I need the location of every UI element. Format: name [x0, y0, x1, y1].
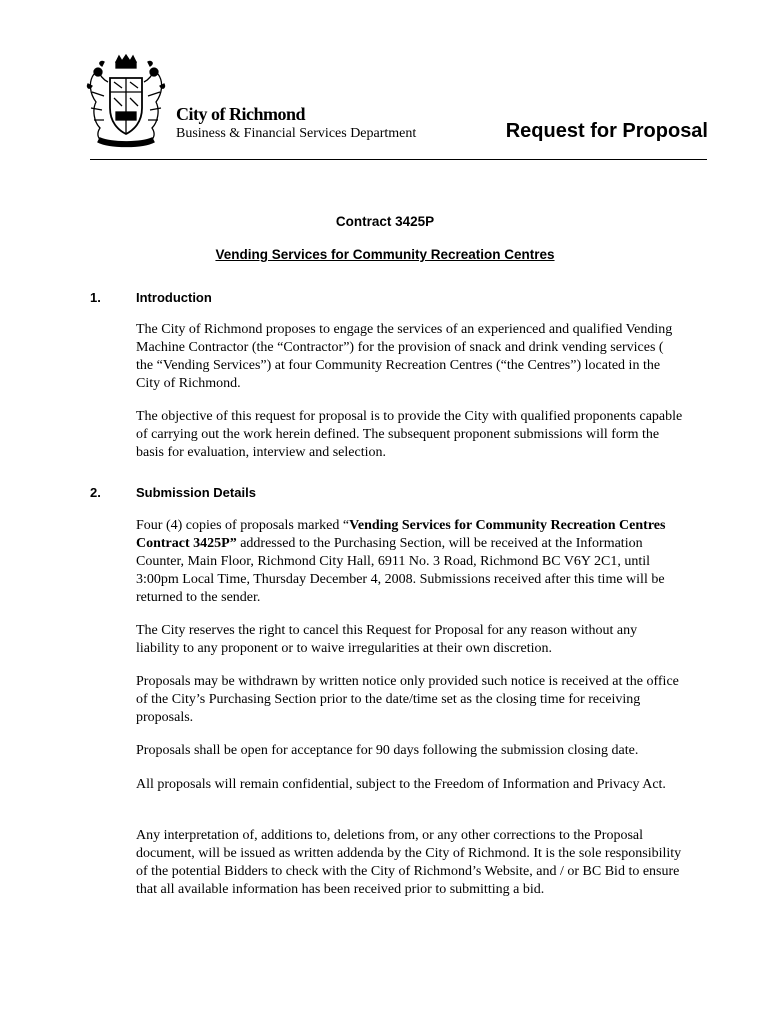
organization-name: City of Richmond	[176, 104, 306, 124]
paragraph-text: All proposals will remain confidential, subject to the Freedom of Information and Privacy Act.	[136, 777, 666, 792]
paragraph-text: The City reserves the right to cancel this Request for Proposal for any reason without any liability to any proponent or to waive irregularities at their own discretion.	[136, 623, 638, 656]
city-of-richmond-crest-icon	[86, 52, 166, 150]
paragraph	[136, 517, 684, 607]
paragraph-lead: Four (4) copies of proposals marked “	[136, 518, 350, 533]
paragraph	[136, 321, 684, 393]
department-name: Business & Financial Services Department	[176, 126, 417, 141]
paragraph-text: Proposals shall be open for acceptance for 90 days following the submission closing date.	[136, 743, 639, 758]
paragraph	[136, 622, 684, 658]
paragraph-text: The City of Richmond proposes to engage the services of an experienced and qualified Vending Machine Contractor (the “Contractor”) for the provision of snack and drink vending services ( the “Vending Services”) at four Community Recreation Centres (“the Centres”) located in the City of Richmond.	[136, 322, 673, 391]
section-title-introduction: Introduction	[136, 290, 212, 305]
document-type-title: Request for Proposal	[505, 120, 708, 142]
section-number: 2.	[90, 485, 101, 500]
paragraph-text	[136, 517, 684, 607]
paragraph	[136, 827, 684, 899]
document-subtitle: Vending Services for Community Recreation Centres	[215, 247, 555, 262]
paragraph	[136, 776, 684, 794]
section-title-submission-details: Submission Details	[136, 485, 256, 500]
paragraph-rest: addressed to the Purchasing Section, will be received at the Information Counter, Main Floor, Richmond City Hall, 6911 No. 3 Road, Richmond BC V6Y 2C1, until 3:00pm Local Time, Thursday December 4, 2008. Submissions received after this time will be returned to the sender.	[136, 536, 665, 605]
paragraph	[136, 742, 684, 760]
header-divider	[90, 159, 707, 160]
paragraph	[136, 408, 684, 462]
paragraph-text: Any interpretation of, additions to, deletions from, or any other corrections to the Proposal document, will be issued as written addenda by the City of Richmond. It is the sole responsibility of the potential Bidders to check with the City of Richmond’s Website, and / or BC Bid to ensure that all available information has been received prior to submitting a bid.	[136, 828, 682, 897]
section-number: 1.	[90, 290, 101, 305]
paragraph-bold-title: Vending Services for Community Recreation Centres Contract 3425P”	[136, 518, 666, 551]
paragraph-text: Proposals may be withdrawn by written notice only provided such notice is received at the office of the City’s Purchasing Section prior to the date/time set as the closing time for receiving proposals.	[136, 674, 679, 725]
paragraph-text: The objective of this request for proposal is to provide the City with qualified proponents capable of carrying out the work herein defined. The subsequent proponent submissions will form the basis for evaluation, interview and selection.	[136, 409, 683, 460]
contract-number: Contract 3425P	[335, 214, 435, 229]
paragraph	[136, 673, 684, 727]
